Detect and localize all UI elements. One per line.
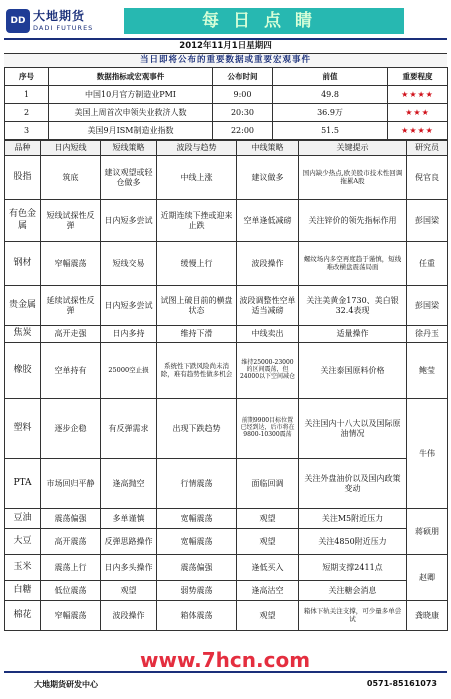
trend-cell: 震荡偏强 — [157, 555, 237, 581]
trend-cell: 中线上涨 — [157, 156, 237, 200]
mid-strategy-cell: 观望 — [237, 529, 299, 555]
event-no: 1 — [5, 86, 49, 104]
analyst-cell: 徐丹玉 — [407, 326, 448, 343]
short-strategy-cell: 日内多持 — [101, 326, 157, 343]
short-strategy-cell: 25000空止损 — [101, 343, 157, 399]
markets-header-cell: 短线策略 — [101, 141, 157, 156]
mid-strategy-cell: 空单逢低减磅 — [237, 200, 299, 242]
mid-strategy-cell: 中线卖出 — [237, 326, 299, 343]
variety-cell: 贵金属 — [5, 286, 41, 326]
key-tip-cell: 适量操作 — [299, 326, 407, 343]
short-strategy-cell: 波段操作 — [101, 601, 157, 631]
trend-cell: 出现下跌趋势 — [157, 399, 237, 459]
variety-cell: 有色金属 — [5, 200, 41, 242]
short-strategy-cell: 多单谨慎 — [101, 509, 157, 529]
table-row — [5, 200, 448, 242]
company-logo — [6, 6, 98, 36]
markets-header-cell: 品种 — [5, 141, 41, 156]
key-tip-cell: 关注糖会消息 — [299, 581, 407, 601]
events-header-cell: 序号 — [5, 68, 49, 86]
events-section-title: 当日即将公布的重要数据或重要宏观事件 — [4, 53, 447, 67]
table-row — [5, 509, 448, 529]
table-row — [5, 399, 448, 459]
footer-phone: 0571-85161073 — [366, 679, 437, 688]
trend-cell: 试图上破目前的横盘状态 — [157, 286, 237, 326]
analyst-cell: 蒋硕朋 — [407, 509, 448, 555]
key-tip-cell: 关注国内十八大以及国际原油情况 — [299, 399, 407, 459]
variety-cell: 豆油 — [5, 509, 41, 529]
key-tip-cell: 关注M5附近压力 — [299, 509, 407, 529]
markets-header-cell: 研究员 — [407, 141, 448, 156]
intraday-cell: 窄幅震荡 — [41, 242, 101, 286]
key-tip-cell: 关注泰国原料价格 — [299, 343, 407, 399]
trend-cell: 近期连续下挫或迎来止跌 — [157, 200, 237, 242]
table-row — [5, 156, 448, 200]
intraday-cell: 高开走强 — [41, 326, 101, 343]
events-header-cell: 前值 — [273, 68, 388, 86]
table-row — [5, 459, 448, 509]
variety-cell: 白糖 — [5, 581, 41, 601]
event-time: 9:00 — [213, 86, 273, 104]
logo-cn-text: 大地期货 — [33, 9, 86, 23]
event-row — [5, 104, 448, 122]
events-header-cell: 公布时间 — [213, 68, 273, 86]
trend-cell: 行情震荡 — [157, 459, 237, 509]
trend-cell: 维持下滑 — [157, 326, 237, 343]
short-strategy-cell: 日内多头操作 — [101, 555, 157, 581]
variety-cell: 橡胶 — [5, 343, 41, 399]
variety-cell: 玉米 — [5, 555, 41, 581]
event-prev: 49.8 — [273, 86, 388, 104]
markets-header-cell: 关键提示 — [299, 141, 407, 156]
mid-strategy-cell: 前期9900目标位置已经到达，后市将在9800-10300震荡 — [237, 399, 299, 459]
analyst-cell: 牛伟 — [407, 399, 448, 509]
analyst-cell: 鲍莹 — [407, 343, 448, 399]
variety-cell: 塑料 — [5, 399, 41, 459]
variety-cell: 大豆 — [5, 529, 41, 555]
footer — [4, 671, 447, 695]
page-title: 每日点睛 — [124, 8, 404, 34]
intraday-cell: 窄幅震荡 — [41, 601, 101, 631]
table-row — [5, 555, 448, 581]
table-row — [5, 242, 448, 286]
event-name: 美国9月ISM制造业指数 — [49, 122, 213, 140]
trend-cell: 系统性下跌风险尚未消除，难有趋势性做多机会 — [157, 343, 237, 399]
event-no: 3 — [5, 122, 49, 140]
importance-stars-icon: ★★★ — [388, 104, 448, 122]
events-header-row — [5, 68, 448, 86]
mid-strategy-cell: 维持25000-23000的区间震荡，但24000以下空间减仓 — [237, 343, 299, 399]
intraday-cell: 震荡偏强 — [41, 509, 101, 529]
key-tip-cell: 箱体下轨关注支撑，可少量多单尝试 — [299, 601, 407, 631]
key-tip-cell: 短期支撑2411点 — [299, 555, 407, 581]
mid-strategy-cell: 波段调整性空单适当减磅 — [237, 286, 299, 326]
table-row — [5, 326, 448, 343]
short-strategy-cell: 建议观望或轻仓做多 — [101, 156, 157, 200]
analyst-cell: 彭国梁 — [407, 286, 448, 326]
mid-strategy-cell: 面临回调 — [237, 459, 299, 509]
short-strategy-cell: 逢高抛空 — [101, 459, 157, 509]
mid-strategy-cell: 建议做多 — [237, 156, 299, 200]
intraday-cell: 筑底 — [41, 156, 101, 200]
intraday-cell: 高开震荡 — [41, 529, 101, 555]
key-tip-cell: 关注外盘油价以及国内政策变动 — [299, 459, 407, 509]
logo-en-text: DADI FUTURES — [33, 24, 94, 32]
analyst-cell: 彭国梁 — [407, 200, 448, 242]
short-strategy-cell: 有反弹需求 — [101, 399, 157, 459]
logo-mark-icon: DD — [6, 9, 30, 33]
analyst-cell: 任重 — [407, 242, 448, 286]
event-time: 22:00 — [213, 122, 273, 140]
footer-center-name: 大地期货研发中心 — [34, 680, 98, 689]
key-tip-cell: 关注4850附近压力 — [299, 529, 407, 555]
importance-stars-icon: ★★★★ — [388, 86, 448, 104]
variety-cell: 钢材 — [5, 242, 41, 286]
intraday-cell: 短线试探性反弹 — [41, 200, 101, 242]
short-strategy-cell: 反弹思路操作 — [101, 529, 157, 555]
key-tip-cell: 关注锌价的领先指标作用 — [299, 200, 407, 242]
event-prev: 36.9万 — [273, 104, 388, 122]
daily-brief-page — [4, 4, 447, 695]
variety-cell: 焦炭 — [5, 326, 41, 343]
report-date: 2012年11月1日星期四 — [179, 41, 272, 51]
header — [4, 4, 447, 40]
event-no: 2 — [5, 104, 49, 122]
intraday-cell: 逐步企稳 — [41, 399, 101, 459]
event-prev: 51.5 — [273, 122, 388, 140]
event-row — [5, 86, 448, 104]
variety-cell: PTA — [5, 459, 41, 509]
intraday-cell: 市场回归平静 — [41, 459, 101, 509]
mid-strategy-cell: 观望 — [237, 601, 299, 631]
intraday-cell: 震荡上行 — [41, 555, 101, 581]
markets-header-row — [5, 141, 448, 156]
short-strategy-cell: 观望 — [101, 581, 157, 601]
event-name: 美国上周首次申领失业救济人数 — [49, 104, 213, 122]
analyst-cell: 倪官良 — [407, 156, 448, 200]
mid-strategy-cell: 逢低买入 — [237, 555, 299, 581]
mid-strategy-cell: 波段操作 — [237, 242, 299, 286]
key-tip-cell: 国内缺少热点,欧美股市技术性回调拖累A股 — [299, 156, 407, 200]
analyst-cell: 赵卿 — [407, 555, 448, 601]
event-row — [5, 122, 448, 140]
variety-cell: 股指 — [5, 156, 41, 200]
table-row — [5, 529, 448, 555]
short-strategy-cell: 短线交易 — [101, 242, 157, 286]
events-header-cell: 数据指标或宏观事件 — [49, 68, 213, 86]
analyst-cell: 龚晓康 — [407, 601, 448, 631]
trend-cell: 弱势震荡 — [157, 581, 237, 601]
intraday-cell: 延续试探性反弹 — [41, 286, 101, 326]
intraday-cell: 低位震荡 — [41, 581, 101, 601]
markets-header-cell: 中线策略 — [237, 141, 299, 156]
trend-cell: 缓慢上行 — [157, 242, 237, 286]
mid-strategy-cell: 逢高沽空 — [237, 581, 299, 601]
event-time: 20:30 — [213, 104, 273, 122]
event-name: 中国10月官方制造业PMI — [49, 86, 213, 104]
short-strategy-cell: 日内短多尝试 — [101, 286, 157, 326]
trend-cell: 箱体震荡 — [157, 601, 237, 631]
mid-strategy-cell: 观望 — [237, 509, 299, 529]
watermark-text: www.7hcn.com — [140, 648, 311, 672]
intraday-cell: 空单持有 — [41, 343, 101, 399]
table-row — [5, 601, 448, 631]
trend-cell: 宽幅震荡 — [157, 529, 237, 555]
key-tip-cell: 关注美黄金1730、美白银32.4表现 — [299, 286, 407, 326]
markets-table — [4, 140, 448, 631]
variety-cell: 棉花 — [5, 601, 41, 631]
events-table — [4, 67, 448, 140]
trend-cell: 宽幅震荡 — [157, 509, 237, 529]
table-row — [5, 343, 448, 399]
events-header-cell: 重要程度 — [388, 68, 448, 86]
table-row — [5, 581, 448, 601]
key-tip-cell: 螺纹场内多空再度趋于谨慎，短线难改横盘震荡局面 — [299, 242, 407, 286]
short-strategy-cell: 日内短多尝试 — [101, 200, 157, 242]
table-row — [5, 286, 448, 326]
markets-header-cell: 日内短线 — [41, 141, 101, 156]
markets-header-cell: 波段与趋势 — [157, 141, 237, 156]
importance-stars-icon: ★★★★ — [388, 122, 448, 140]
